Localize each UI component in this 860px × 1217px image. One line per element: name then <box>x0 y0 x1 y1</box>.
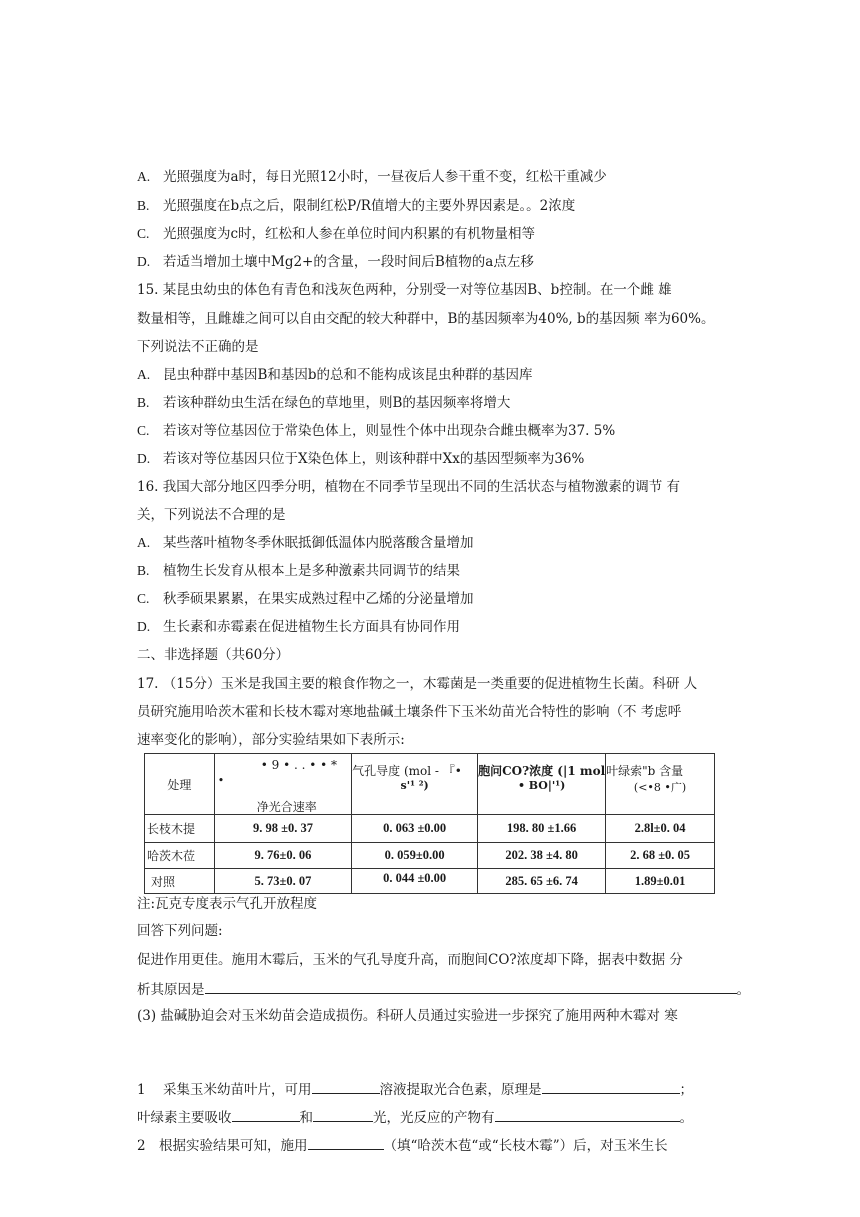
answer-blank[interactable] <box>312 1079 380 1094</box>
q16-option-d <box>137 618 460 636</box>
answer-prompt: 回答下列问题: <box>137 923 223 939</box>
header-treatment: 处理 <box>145 754 215 815</box>
option-key: A. <box>137 169 151 184</box>
q16-option-c <box>137 590 474 608</box>
cell-stomatal-conductance: 0. 063 ±0.00 <box>352 815 478 843</box>
q15-option-b <box>137 394 510 412</box>
option-text: 生长素和赤霉素在促进植物生长方面具有协同作用 <box>163 619 460 635</box>
header-c5-line2: (<•8 •广) <box>633 781 687 794</box>
q14-option-d <box>137 253 534 271</box>
q1-seg6: 光，光反应的产物有 <box>373 1110 495 1126</box>
q16-stem-line2: 关，下列说法不合理的是 <box>137 507 286 523</box>
answer-blank[interactable] <box>308 1135 384 1150</box>
cell-chlorophyll: 2. 68 ±0. 05 <box>606 843 715 869</box>
q16-option-a <box>137 534 474 552</box>
q14-option-a <box>137 168 607 186</box>
option-key: A. <box>137 535 151 550</box>
q15-stem-line1: 15. 某昆虫幼虫的体色有青色和浅灰色两种，分别受一对等位基因B、b控制。在一个雌 雄 <box>137 282 672 298</box>
header-c5-line1: 叶绿索"b 含量 <box>606 764 684 778</box>
q1-line2 <box>137 1107 693 1127</box>
table-header-row <box>145 754 715 815</box>
option-text: 秋季硕果累累，在果实成熟过程中乙烯的分泌量增加 <box>163 591 474 607</box>
q2-seg1: 根据实验结果可知，施用 <box>159 1138 308 1154</box>
q2-number: 2 <box>137 1138 146 1154</box>
option-text: 植物生长发育从根本上是多种激素共同调节的结果 <box>163 563 460 579</box>
header-c2-bottom: 净光合速率 <box>256 800 317 812</box>
answer-blank[interactable] <box>205 979 737 994</box>
q1-number: 1 <box>137 1082 146 1098</box>
q15-option-c <box>137 422 615 440</box>
option-key: B. <box>137 563 150 578</box>
cell-stomatal-conductance: 0. 059±0.00 <box>352 843 478 869</box>
row-treatment: 哈茨木莅 <box>145 843 215 869</box>
answer-blank[interactable] <box>232 1107 300 1122</box>
q15-stem-line3: 下列说法不正确的是 <box>137 339 259 355</box>
header-stomatal-conductance <box>352 754 478 815</box>
header-c3-line2: s'¹ ²) <box>400 779 429 792</box>
option-key: B. <box>137 198 150 213</box>
answer-blank[interactable] <box>313 1107 373 1122</box>
paragraph-end: 。 <box>736 982 750 998</box>
row-treatment: 长枝木提 <box>145 815 215 843</box>
header-c3-line1: 气孔导度 (mol - 『• <box>352 764 462 778</box>
option-key: C. <box>137 591 150 606</box>
q14-option-b <box>137 197 575 215</box>
header-c2-mid: • <box>217 774 225 787</box>
q17-stem-line2: 员研究施用哈茨木霍和长枝木霉对寒地盐碱土壤条件下玉米幼苗光合特性的影响（不 考虑呼 <box>137 704 682 720</box>
option-key: A. <box>137 367 151 382</box>
header-c4-line1: 胞问CO?浓度 (|1 mol <box>478 764 606 778</box>
option-key: C. <box>137 423 150 438</box>
option-text: 光照强度在b点之后，限制红松P/R值增大的主要外界因素是。。2浓度 <box>163 198 576 214</box>
option-key: D. <box>137 451 151 466</box>
q2-line <box>137 1135 668 1155</box>
option-text: 若该对等位基因位于常染色体上，则显性个体中出现杂合雌虫概率为37. 5% <box>163 423 616 439</box>
cell-net-photosynthesis: 5. 73±0. 07 <box>214 869 351 894</box>
cell-intercellular-co2: 202. 38 ±4. 80 <box>478 843 606 869</box>
q1-seg2: 溶液提取光合色素，原理是 <box>379 1082 542 1098</box>
cell-net-photosynthesis: 9. 98 ±0. 37 <box>214 815 351 843</box>
answer-blank[interactable] <box>495 1107 680 1122</box>
option-text: 某些落叶植物冬季休眠抵御低温体内脱落酸含量增加 <box>163 535 474 551</box>
option-key: D. <box>137 254 151 269</box>
q16-option-b <box>137 562 460 580</box>
q1-line1 <box>137 1079 693 1099</box>
q15-option-d <box>137 450 584 468</box>
q1-seg7: 。 <box>679 1110 693 1126</box>
cell-stomatal-conductance: 0. 044 ±0.00 <box>352 869 478 894</box>
header-c2-top: • 9 • . . • • * <box>260 758 338 772</box>
option-key: C. <box>137 226 150 241</box>
paragraph-line2 <box>137 979 750 999</box>
section-heading: 二、非选择题（共60分） <box>137 647 290 663</box>
q17-stem-line1: 17. （15分）玉米是我国主要的粮食作物之一，木霉菌是一类重要的促进植物生长菌。科研 人 <box>137 676 698 692</box>
header-chlorophyll <box>606 754 715 815</box>
option-text: 若适当增加土壤中Mg2+的含量，一段时间后B植物的a点左移 <box>163 254 534 270</box>
q3-line: (3) 盐碱胁迫会对玉米幼苗会造成损伤。科研人员通过实验进一步探究了施用两种木霉对 寒 <box>137 1008 678 1024</box>
cell-chlorophyll: 1.89±0.01 <box>606 869 715 894</box>
table-row <box>145 843 715 869</box>
q2-seg2: （填“哈茨木苞“或“长枝木霉”）后，对玉米生长 <box>383 1138 668 1154</box>
answer-blank[interactable] <box>542 1079 680 1094</box>
q14-option-c <box>137 225 535 243</box>
paragraph-line1: 促进作用更佳。施用木霉后，玉米的气孔导度升高，而胞间CO?浓度却下降，据表中数据 分 <box>137 952 683 968</box>
q16-stem-line1: 16. 我国大部分地区四季分明，植物在不同季节呈现出不同的生活状态与植物激素的调节 有 <box>137 479 681 495</box>
q1-seg5: 和 <box>299 1110 313 1126</box>
q17-stem-line3: 速率变化的影响），部分实验结果如下表所示: <box>137 732 405 748</box>
q15-stem-line2: 数量相等，且雌雄之间可以自由交配的较大种群中，B的基因频率为40%, b的基因频 率为60%。 <box>137 311 715 327</box>
q1-seg4: 叶绿素主要吸收 <box>137 1110 232 1126</box>
cell-intercellular-co2: 285. 65 ±6. 74 <box>478 869 606 894</box>
row-treatment: 对照 <box>145 869 215 894</box>
cell-chlorophyll: 2.8l±0. 04 <box>606 815 715 843</box>
paragraph-text: 析其原因是 <box>137 982 205 998</box>
option-text: 光照强度为c时，红松和人参在单位时间内积累的有机物量相等 <box>163 226 536 242</box>
header-c4-line2: • BO|'¹) <box>517 779 566 792</box>
cell-net-photosynthesis: 9. 76±0. 06 <box>214 843 351 869</box>
table-row <box>145 869 715 894</box>
q1-seg1: 采集玉米幼苗叶片，可用 <box>163 1082 312 1098</box>
option-text: 若该对等位基因只位于X染色体上，则该种群中Xx的基因型频率为36% <box>163 451 585 467</box>
q15-option-a <box>137 366 533 384</box>
results-table <box>144 753 715 894</box>
option-text: 若该种群幼虫生活在绿色的草地里，则B的基因频率将增大 <box>163 395 511 411</box>
option-text: 昆虫种群中基因B和基因b的总和不能构成该昆虫种群的基因库 <box>163 367 533 383</box>
q1-seg3: ； <box>679 1082 693 1098</box>
cell-intercellular-co2: 198. 80 ±1.66 <box>478 815 606 843</box>
header-intercellular-co2 <box>478 754 606 815</box>
option-key: B. <box>137 395 150 410</box>
table-note: 注:瓦克专度表示气孔开放程度 <box>137 896 318 912</box>
option-key: D. <box>137 619 151 634</box>
header-net-photosynthesis <box>214 754 351 815</box>
option-text: 光照强度为a时，每日光照12小时，一昼夜后人参干重不变，红松干重减少 <box>163 169 607 185</box>
table-row <box>145 815 715 843</box>
